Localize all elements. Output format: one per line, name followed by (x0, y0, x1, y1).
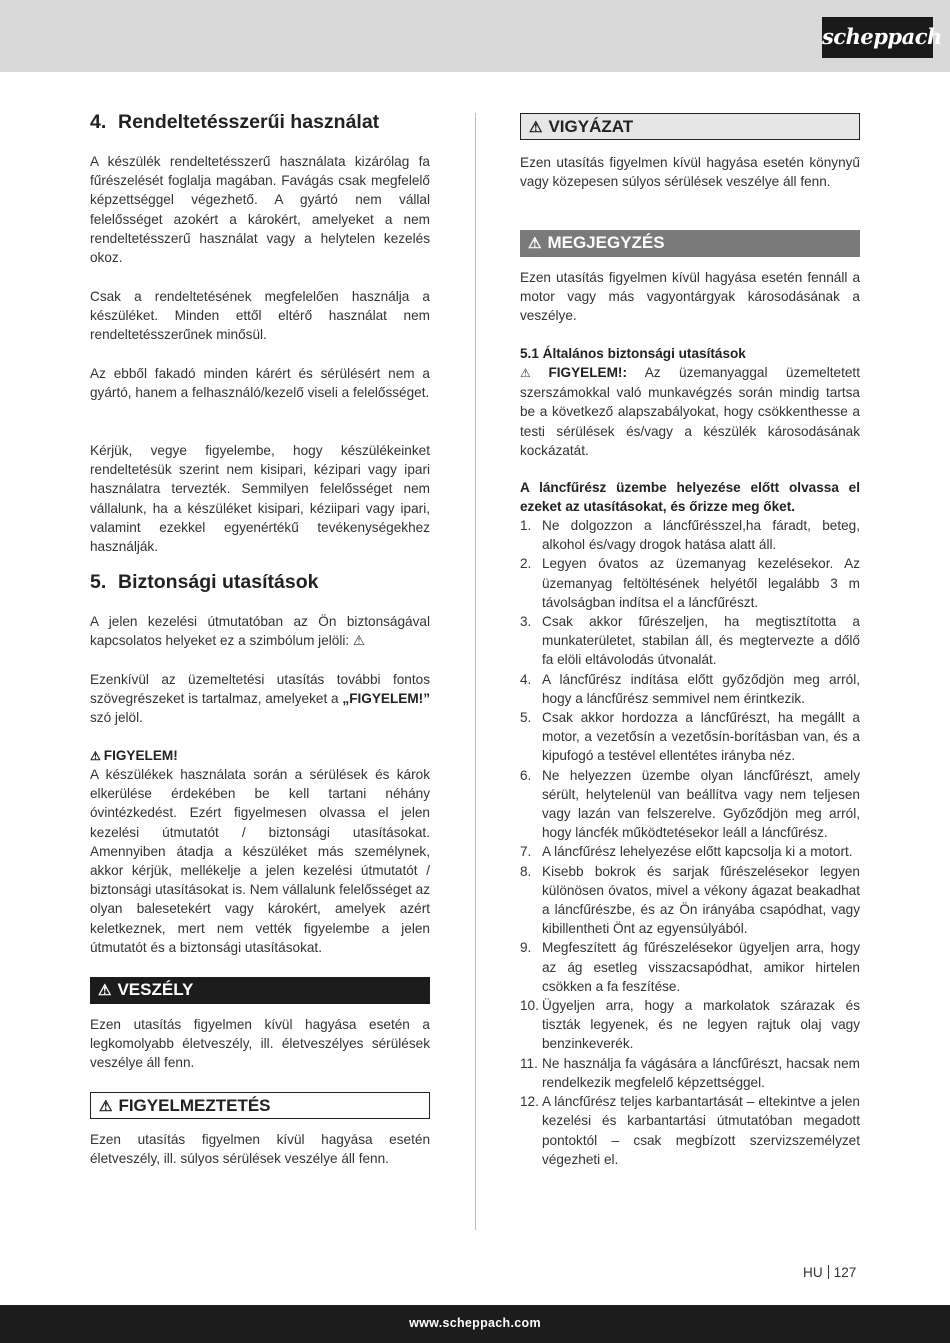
figyelem-lead: FIGYELEM!: (548, 365, 627, 380)
figyelem-keyword: „FIGYELEM!” (342, 691, 430, 707)
list-item-text: A láncfűrész teljes karbantartását – eltekintve a jelen kezelési és karbantartási útmutatóban megadott pontoktól – csak megbízott szervizszemélyzet végezheti el. (542, 1094, 860, 1167)
note-word-paragraph: Ezenkívül az üzemeltetési utasítás további fontos szövegrészeket is tartalmaz, amelyeket a „FIGYELEM!” szó jelöl. (90, 672, 430, 726)
list-item-text: Ne helyezzen üzembe olyan láncfűrészt, amely sérült, helytelenül van beállítva vagy nem teljesen vagy lazán van felszerelve. Győződjön meg arról, hogy láncfék működtetésekor leáll a láncfűrész. (542, 767, 860, 841)
section-number: 5. (90, 571, 107, 593)
list-item-number: 4. (520, 671, 532, 687)
list-item-number: 11. (520, 1055, 538, 1071)
section-title: Biztonsági utasítások (118, 571, 319, 593)
list-item (520, 554, 860, 612)
warning-box (90, 1092, 430, 1119)
list-item-text: Csak akkor hordozza a láncfűrészt, ha megállt a motor, a vezetősín a vezetősín-borításban van, és a kipufogó a testével ellentétes irányba néz. (542, 710, 860, 764)
list-item (520, 766, 860, 843)
language-code: HU (803, 1265, 823, 1280)
intended-use-paragraph-4: Kérjük, vegye figyelembe, hogy készülékeinket rendeltetésük szerint nem kisipari, kézipari vagy ipari használatra tervezték. Semmilyen felelősséget nem vállalunk, ha a készüléket kisipari, kéziipari vagy ipari, valamint ezekkel egyenértékű tevékenységekhez használják. (90, 443, 430, 555)
header-bar (0, 0, 950, 72)
figyelem-heading: ⚠ FIGYELEM! (90, 748, 178, 763)
list-item (520, 842, 860, 861)
list-item (520, 612, 860, 670)
page-number (803, 1264, 856, 1282)
section-5-1-heading: 5.1 Általános biztonsági utasítások (520, 346, 746, 361)
page-number-value: 127 (833, 1265, 857, 1280)
caution-label: VIGYÁZAT (548, 117, 634, 136)
notice-text: Ezen utasítás figyelmen kívül hagyása esetén fennáll a motor vagy más vagyontárgyak károsodásának a veszélye. (520, 270, 860, 324)
list-item (520, 938, 860, 996)
list-item-number: 3. (520, 614, 532, 630)
list-item-text: Legyen óvatos az üzemanyag kezelésekor. Az üzemanyag feltöltésének helyétől legalább 3 m távolságban indítsa el a láncfűrészt. (542, 556, 860, 610)
warning-triangle-icon: ⚠ (528, 235, 542, 252)
list-item-number: 9. (520, 940, 532, 956)
safety-symbol-paragraph: A jelen kezelési útmutatóban az Ön biztonságával kapcsolatos helyeket ez a szimbólum jelöli: ⚠ (90, 614, 430, 649)
list-item (520, 1092, 860, 1169)
column-divider (475, 113, 476, 1230)
section-5-heading (90, 570, 430, 594)
list-item-number: 1. (520, 518, 532, 533)
list-item (520, 1054, 860, 1092)
list-item-number: 5. (520, 710, 532, 726)
section-5-1-paragraph: ⚠ FIGYELEM!: Az üzemanyaggal üzemeltetett szerszámokkal való munkavégzés során mindig tartsa be a következő alapszabályokat, hogy csökkenthesse a testi sérülések és/vagy a készülék károsodásának kockázatát. (520, 365, 860, 458)
read-instructions-notice: A láncfűrész üzembe helyezése előtt olvassa el ezeket az utasításokat, és őrizze meg őket. (520, 480, 860, 515)
caution-box (520, 113, 860, 140)
warning-triangle-icon: ⚠ (90, 749, 101, 763)
list-item (520, 708, 860, 766)
list-item (520, 516, 860, 554)
list-item (520, 996, 860, 1054)
list-item-number: 7. (520, 844, 532, 860)
list-item-text: Ügyeljen arra, hogy a markolatok szárazak és tiszták legyenek, és ne legyen rajtuk olaj vagy benzinkeverék. (542, 998, 860, 1052)
section-number: 4. (90, 111, 107, 133)
notice-box (520, 230, 860, 257)
warning-triangle-icon: ⚠ (98, 982, 112, 999)
footer-bar (0, 1305, 950, 1343)
intended-use-paragraph-1: A készülék rendeltetésszerű használata kizárólag fa fűrészelését foglalja magában. Favágás csak megfelelő képzettséggel végezhető. A gyártó nem vállal felelősséget azokért a károkért, amelyeket a nem rendeltetésszerű használat vagy a helytelen kezelés okoz. (90, 154, 430, 266)
list-item-text: Ne használja fa vágására a láncfűrészt, hacsak nem rendelkezik megfelelő képzettséggel. (542, 1055, 860, 1090)
list-item-number: 8. (520, 863, 532, 879)
list-item-number: 10. (520, 998, 539, 1014)
caution-text: Ezen utasítás figyelmen kívül hagyása esetén könynyű vagy közepesen súlyos sérülések veszélye áll fenn. (520, 155, 860, 190)
danger-text: Ezen utasítás figyelmen kívül hagyása esetén a legkomolyabb életveszély, ill. életveszélyes sérülések veszélye áll fenn. (90, 1017, 430, 1071)
warning-triangle-icon: ⚠ (520, 366, 546, 380)
intended-use-paragraph-2: Csak a rendeltetésének megfelelően használja a készüléket. Minden ettől eltérő használat nem rendeltetésszerűnek minősül. (90, 289, 430, 343)
list-item-text: A láncfűrész indítása előtt győződjön meg arról, hogy a láncfűrész semmivel nem érintkezik. (542, 671, 860, 706)
list-item-number: 12. (520, 1094, 539, 1110)
scheppach-logo: scheppach (822, 17, 933, 58)
section-4-heading (90, 110, 430, 134)
notice-label: MEGJEGYZÉS (547, 233, 665, 252)
list-item (520, 670, 860, 708)
intended-use-paragraph-3: Az ebből fakadó minden kárért és sérülésért nem a gyártó, hanem a felhasználó/kezelő viseli a felelősséget. (90, 366, 430, 401)
list-item-text: Csak akkor fűrészeljen, ha megtisztította a munkaterületet, stabilan áll, és megtervezte a dőlő fa elöli eltávolodás útvonalát. (542, 614, 860, 668)
warning-triangle-icon: ⚠ (99, 1098, 113, 1115)
section-title: Rendeltetésszerűi használat (118, 111, 380, 133)
safety-rules-list (520, 516, 860, 1169)
list-item-text: Ne dolgozzon a láncfűrésszel,ha fáradt, beteg, alkohol és/vagy drogok hatása alatt áll. (542, 518, 860, 553)
list-item-number: 2. (520, 556, 532, 572)
website-url: www.scheppach.com (409, 1316, 541, 1330)
warning-text: Ezen utasítás figyelmen kívül hagyása esetén életveszély, ill. súlyos sérülések veszélye áll fenn. (90, 1132, 430, 1167)
list-item-text: A láncfűrész lehelyezése előtt kapcsolja ki a motort. (542, 844, 853, 860)
warning-label: FIGYELMEZTETÉS (118, 1096, 271, 1115)
danger-label: VESZÉLY (117, 980, 194, 999)
list-item (520, 862, 860, 939)
list-item-text: Kisebb bokrok és sarjak fűrészelésekor legyen különösen óvatos, mivel a vékony ágazat beakadhat a láncfűrészbe, és az Ön irányába csapódhat, vagy kibillentheti Önt az egyensúlyából. (542, 863, 860, 937)
list-item-number: 6. (520, 767, 532, 783)
separator (828, 1265, 829, 1279)
danger-box (90, 977, 430, 1004)
warning-triangle-icon: ⚠ (529, 119, 543, 136)
figyelem-paragraph: A készülékek használata során a sérülések és károk elkerülése érdekében be kell tartani néhány óvintézkedést. Ezért figyelmesen olvassa el jelen kezelési útmutatót / biztonsági utasításokat. Amennyiben átadja a készüléket más személynek, akkor kérjük, mellékelje a jelen kezelési útmutatót / biztonsági utasításokat is. Nem vállalunk felelősséget az olyan balesetekért vagy károkért, amelyek azért keletkeznek, mert nem vették figyelembe a jelen útmutatót és a biztonsági utasításokat. (90, 767, 430, 955)
list-item-text: Megfeszített ág fűrészelésekor ügyeljen arra, hogy az ág esetleg visszacsapódhat, amikor hirtelen csökken a fa feszítése. (542, 940, 860, 994)
